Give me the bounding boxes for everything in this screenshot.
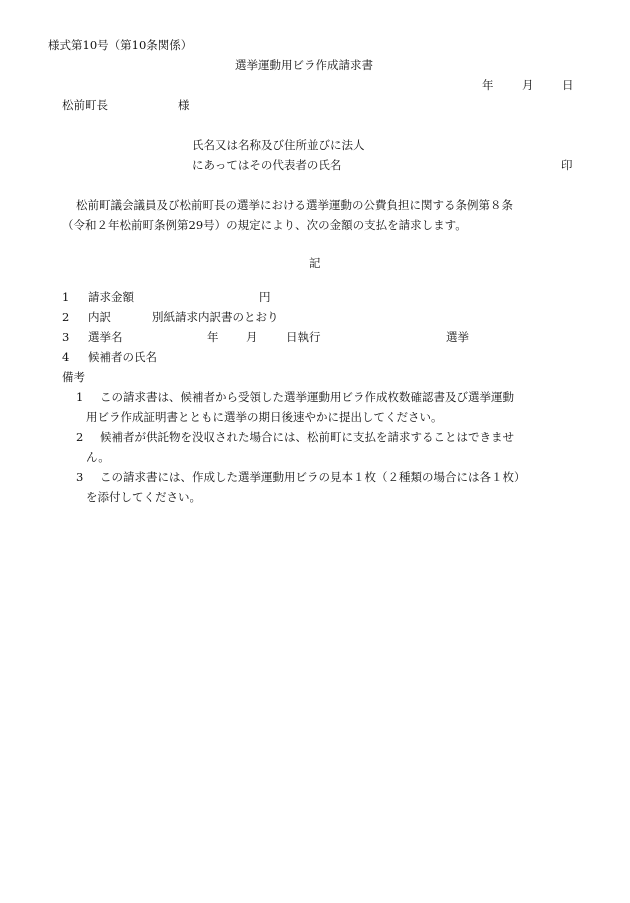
notes-heading: 備考 — [62, 370, 85, 384]
note-line: を添付してください。 — [86, 490, 201, 504]
note-line: ん。 — [86, 450, 110, 464]
item-election-suffix: 選挙 — [446, 330, 469, 344]
date-year-label: 年 — [482, 78, 494, 92]
item-label-breakdown: 内訳 — [88, 310, 111, 324]
item-election-month: 月 — [246, 330, 258, 344]
addressee-name: 松前町長 — [62, 98, 108, 112]
applicant-label-line2: にあってはその代表者の氏名 — [192, 158, 342, 172]
item-label-candidate: 候補者の氏名 — [88, 350, 157, 364]
note-line: 用ビラ作成証明書とともに選挙の期日後速やかに提出してください。 — [86, 410, 443, 424]
body-paragraph-line1: 松前町議会議員及び松前町長の選挙における選挙運動の公費負担に関する条例第８条 — [76, 198, 513, 212]
note-number: 1 — [76, 390, 84, 404]
item-election-day: 日執行 — [286, 330, 321, 344]
form-number: 様式第10号（第10条関係） — [48, 38, 193, 52]
body-paragraph-line2: （令和２年松前町条例第29号）の規定により、次の金額の支払を請求します。 — [62, 218, 467, 232]
date-day-label: 日 — [562, 78, 574, 92]
applicant-label-line1: 氏名又は名称及び住所並びに法人 — [192, 138, 365, 152]
document-title: 選挙運動用ビラ作成請求書 — [235, 58, 373, 72]
seal-mark: 印 — [561, 158, 573, 172]
note-line: この請求書には、作成した選挙運動用ビラの見本１枚（２種類の場合には各１枚） — [100, 470, 526, 484]
note-line: 候補者が供託物を没収された場合には、松前町に支払を請求することはできませ — [100, 430, 514, 444]
item-number: 2 — [62, 310, 70, 324]
item-number: 1 — [62, 290, 70, 304]
item-number: 3 — [62, 330, 70, 344]
note-line: この請求書は、候補者から受領した選挙運動用ビラ作成枚数確認書及び選挙運動 — [100, 390, 514, 404]
addressee-suffix: 様 — [178, 98, 190, 112]
note-number: 3 — [76, 470, 84, 484]
item-label-amount: 請求金額 — [88, 290, 134, 304]
item-election-year: 年 — [207, 330, 219, 344]
date-month-label: 月 — [522, 78, 534, 92]
item-label-election: 選挙名 — [88, 330, 123, 344]
item-amount-unit: 円 — [259, 290, 271, 304]
ki-heading: 記 — [309, 256, 321, 270]
note-number: 2 — [76, 430, 84, 444]
item-breakdown-value: 別紙請求内訳書のとおり — [152, 310, 279, 324]
item-number: 4 — [62, 350, 70, 364]
